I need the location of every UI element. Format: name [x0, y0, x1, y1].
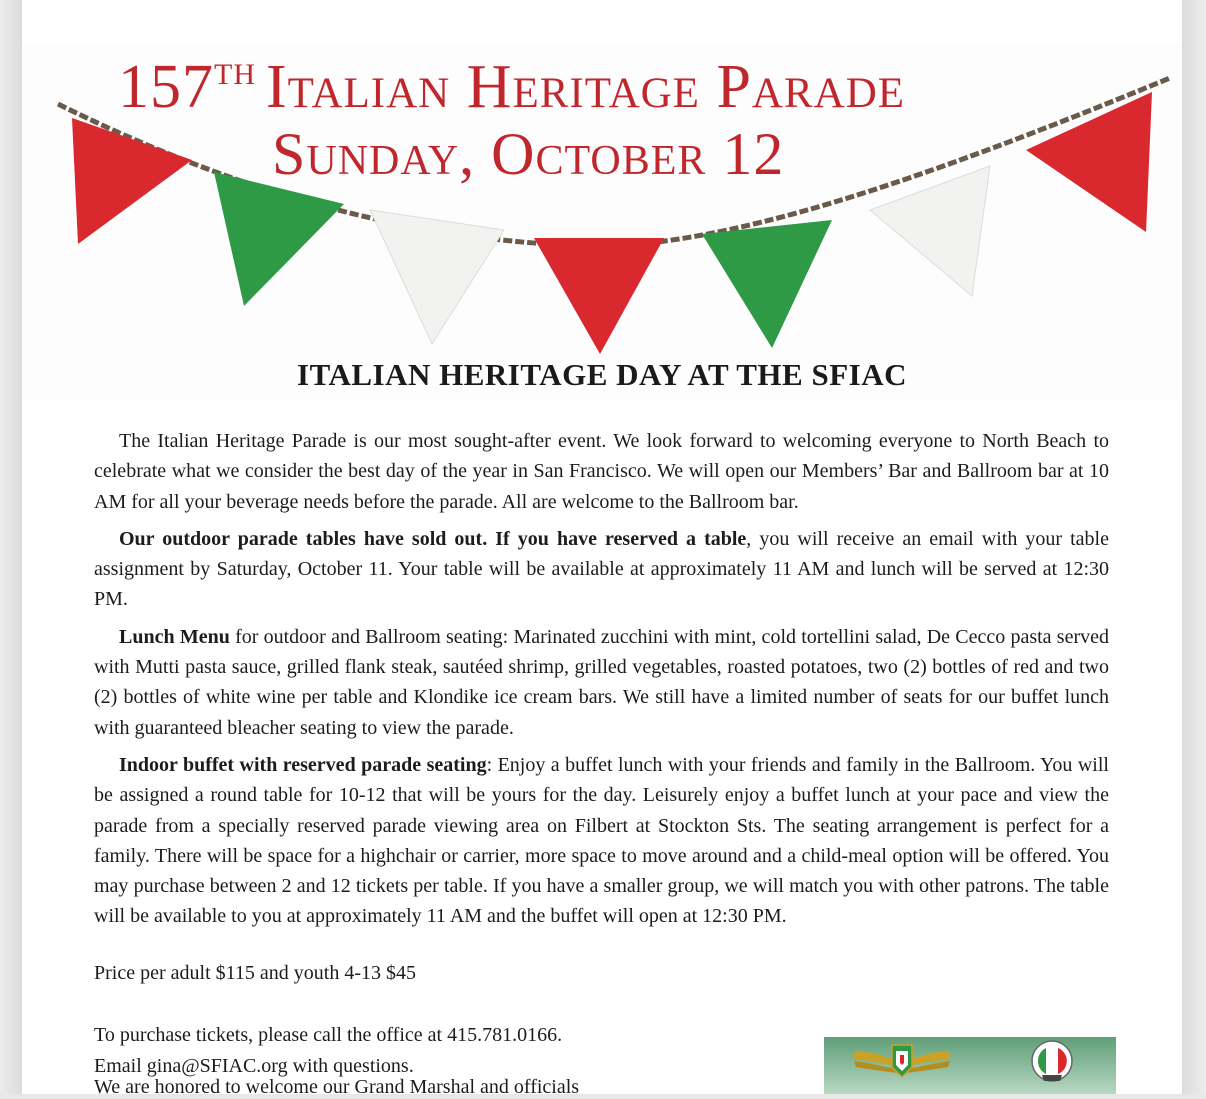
flag-white-1 — [370, 210, 504, 344]
parade-date: Sunday, October 12 — [272, 121, 785, 187]
flag-red-2 — [534, 238, 664, 354]
title-rest: Italian Heritage Parade — [266, 53, 906, 121]
parade-title — [118, 52, 905, 123]
flag-green-1 — [214, 172, 344, 306]
italy-flag-emblem-icon — [1032, 1041, 1072, 1081]
indoor-buffet-text: : Enjoy a buffet lunch with your friends and family in the Ballroom. You will be assigned a round table for 10-12 that will be yours for the day. Leisurely enjoy a buffet lunch at your pace and view the parade from a specially reserved parade viewing area on Filbert at Stockton Sts. The seating arrangement is perfect for a family. There will be space for a highchair or carrier, more space to move around and a child-meal option will be offered. You may purchase between 2 and 12 tickets per table. If you have a smaller group, we will match you with other patrons. The table will be available to you at approximately 11 AM and the buffet will open at 12:30 PM. — [94, 753, 1109, 928]
paragraph-indoor-buffet — [94, 750, 1109, 932]
indoor-buffet-bold: Indoor buffet with reserved parade seating — [119, 753, 487, 776]
cut-off-text: We are honored to welcome our Grand Marshal and officials — [94, 1076, 580, 1098]
page-edge-left — [0, 0, 22, 1094]
sfiac-logos — [824, 1037, 1116, 1094]
paragraph-intro: The Italian Heritage Parade is our most sought-after event. We look forward to welcoming everyone to North Beach to celebrate what we consider the best day of the year in San Francisco. We will open our Members’ Bar and Ballroom bar at 10 AM for all your beverage needs before the parade. All are welcome to the Ballroom bar. — [94, 430, 1109, 513]
lunch-menu-text: for outdoor and Ballroom seating: Marinated zucchini with mint, cold tortellini salad, De Cecco pasta served with Mutti pasta sauce, grilled flank steak, sautéed shrimp, grilled vegetables, roasted potatoes, two (2) bottles of red and two (2) bottles of white wine per table and Klondike ice cream bars. We still have a limited number of seats for our buffet lunch with guaranteed bleacher seating to view the parade. — [94, 625, 1109, 739]
price-line: Price per adult $115 and youth 4-13 $45 — [94, 962, 416, 984]
event-subtitle: ITALIAN HERITAGE DAY AT THE SFIAC — [297, 357, 907, 392]
contact-email-line: Email gina@SFIAC.org with questions. — [94, 1055, 414, 1077]
contact-phone-line: To purchase tickets, please call the office at 415.781.0166. — [94, 1024, 563, 1046]
page-edge-right — [1182, 0, 1206, 1094]
outdoor-tables-text: , you will receive an email with your table assignment by Saturday, October 11. Your table will be available at approximately 11 AM and lunch will be served at 12:30 PM. — [94, 527, 1109, 611]
title-suffix: TH — [214, 58, 256, 91]
cut-off-line — [94, 1076, 714, 1098]
sfiac-logo-strip — [824, 1037, 1116, 1094]
body-text — [94, 426, 1109, 939]
paragraph-outdoor-tables — [94, 524, 1109, 615]
outdoor-tables-bold: Our outdoor parade tables have sold out. If you have reserved a table — [119, 527, 747, 550]
sfiac-wings-logo-icon — [854, 1045, 950, 1077]
flag-green-2 — [702, 220, 832, 348]
title-number: 157 — [118, 53, 214, 121]
lunch-menu-bold: Lunch Menu — [119, 625, 230, 648]
contact-block — [94, 1020, 562, 1082]
paragraph-lunch-menu — [94, 622, 1109, 743]
flyer-page — [22, 0, 1182, 1098]
